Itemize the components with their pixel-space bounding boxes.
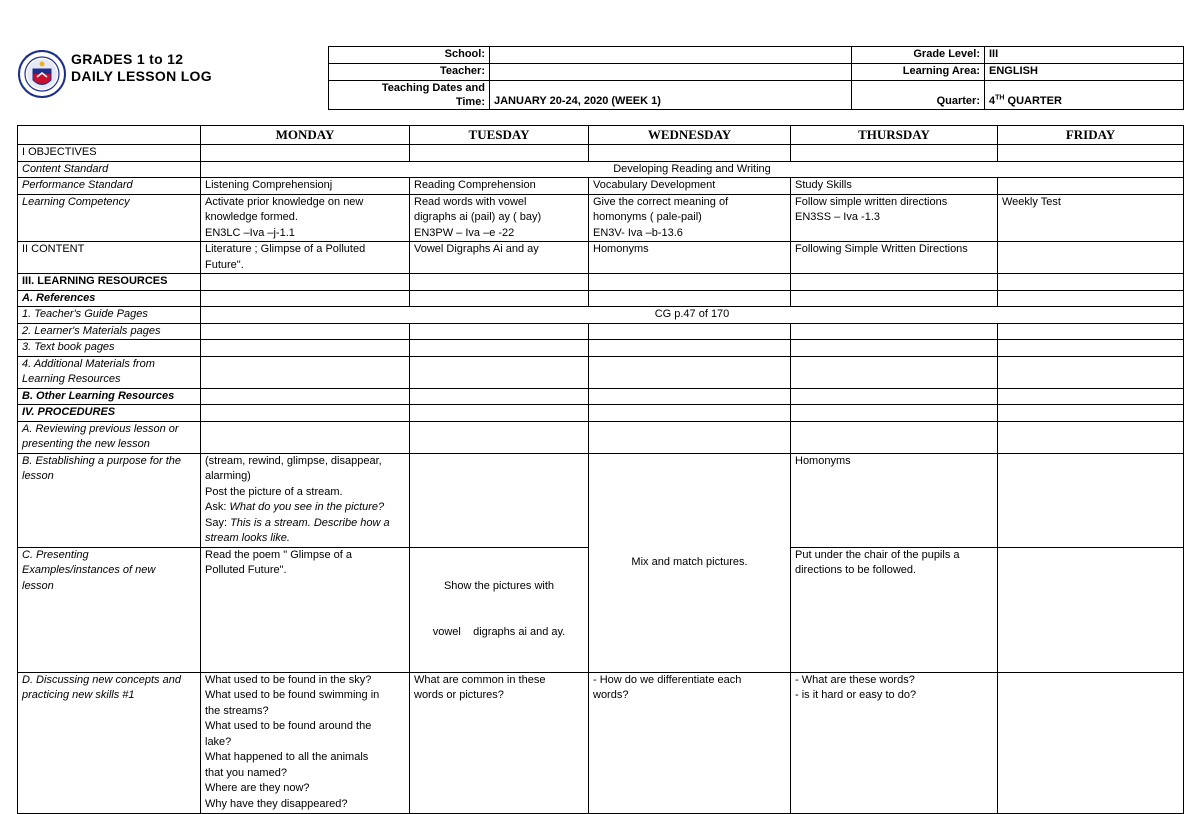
cell[interactable]	[791, 405, 998, 422]
competency-line: Follow simple written directions	[795, 195, 948, 208]
day-header-thursday: THURSDAY	[791, 126, 998, 145]
discussing-line: What used to be found around the	[205, 720, 372, 732]
presenting-thursday[interactable]	[791, 547, 998, 672]
purpose-line: Post the picture of a stream.	[205, 485, 343, 498]
ask-text: What do you see in the picture?	[229, 501, 385, 513]
discussing-line: - is it hard or easy to do?	[795, 689, 917, 701]
cell[interactable]	[589, 145, 791, 162]
row-label-content: II CONTENT	[18, 242, 201, 274]
discussing-line: Where are they now?	[205, 782, 310, 794]
performance-wednesday[interactable]: Vocabulary Development	[589, 178, 791, 195]
discussing-wednesday[interactable]	[589, 672, 791, 813]
competency-friday[interactable]	[998, 194, 1184, 242]
cell[interactable]	[791, 323, 998, 340]
cell[interactable]	[791, 356, 998, 388]
presenting-friday[interactable]	[998, 547, 1184, 672]
competency-code: EN3SS – Iva -1.3	[795, 211, 880, 223]
cell[interactable]	[410, 145, 589, 162]
competency-thursday[interactable]	[791, 194, 998, 242]
cell[interactable]	[201, 421, 410, 453]
discussing-line: words or pictures?	[414, 689, 504, 701]
cell[interactable]	[589, 356, 791, 388]
cell[interactable]	[201, 145, 410, 162]
content-wednesday[interactable]: Homonyms	[589, 242, 791, 274]
discussing-line: - How do we differentiate each	[593, 673, 742, 686]
row-label-additional-materials	[18, 356, 201, 388]
purpose-line: alarming)	[205, 470, 251, 482]
teacher-field[interactable]	[490, 64, 852, 81]
corner-cell	[18, 126, 201, 145]
discussing-line: Why have they disappeared?	[205, 797, 348, 810]
label-line: presenting the new lesson	[22, 438, 150, 450]
cell[interactable]	[998, 405, 1184, 422]
cell[interactable]	[589, 421, 791, 453]
label-line: Learning Resources	[22, 373, 121, 385]
performance-tuesday[interactable]: Reading Comprehension	[410, 178, 589, 195]
cell[interactable]	[201, 388, 410, 405]
cell[interactable]	[589, 290, 791, 307]
row-label-learning-resources: III. LEARNING RESOURCES	[18, 274, 201, 291]
presenting-line: directions to be followed.	[795, 564, 917, 576]
cell[interactable]	[410, 274, 589, 291]
competency-line: digraphs ai (pail) ay ( bay)	[414, 211, 542, 223]
day-header-tuesday: TUESDAY	[410, 126, 589, 145]
content-standard-value[interactable]: Developing Reading and Writing	[201, 161, 1184, 178]
cell[interactable]	[998, 145, 1184, 162]
label-line: C. Presenting	[22, 548, 89, 561]
content-line: Literature ; Glimpse of a Polluted	[205, 243, 366, 255]
ask-line	[205, 500, 405, 516]
row-label-references: A. References	[18, 290, 201, 307]
say-line-2: stream looks like.	[205, 532, 290, 544]
purpose-monday[interactable]	[201, 453, 410, 547]
discussing-line: - What are these words?	[795, 673, 915, 686]
cell[interactable]	[201, 405, 410, 422]
row-label-teachers-guide: 1. Teacher's Guide Pages	[18, 307, 201, 324]
discussing-line: words?	[593, 689, 629, 701]
presenting-tuesday[interactable]	[410, 547, 589, 672]
quarter-number: 4	[989, 94, 996, 107]
presenting-monday[interactable]	[201, 547, 410, 672]
purpose-tuesday[interactable]	[410, 453, 589, 547]
cell[interactable]	[589, 388, 791, 405]
title-line-2: DAILY LESSON LOG	[71, 68, 212, 84]
competency-tuesday[interactable]	[410, 194, 589, 242]
label-line: D. Discussing new concepts and	[22, 673, 181, 686]
discussing-line: What are common in these	[414, 673, 546, 686]
purpose-thursday[interactable]: Homonyms	[791, 453, 998, 547]
cell[interactable]	[410, 421, 589, 453]
row-label-reviewing	[18, 421, 201, 453]
row-label-establishing-purpose	[18, 453, 201, 547]
cell[interactable]	[201, 290, 410, 307]
cell[interactable]	[410, 388, 589, 405]
quarter-suffix: TH	[995, 93, 1005, 101]
competency-code: EN3PW – Iva –e -22	[414, 226, 515, 239]
competency-line: Weekly Test	[1002, 195, 1061, 208]
label-line: B. Establishing a purpose for the	[22, 454, 181, 467]
teaching-dates-label	[329, 81, 490, 110]
cell[interactable]	[201, 356, 410, 388]
school-field[interactable]	[490, 47, 852, 64]
teaching-dates-field[interactable]: JANUARY 20-24, 2020 (WEEK 1)	[490, 81, 852, 110]
day-header-friday: FRIDAY	[998, 126, 1184, 145]
header-info-table	[328, 46, 1184, 110]
document-title	[71, 51, 212, 85]
discussing-line: that you named?	[205, 766, 287, 779]
cell[interactable]	[410, 340, 589, 357]
grade-level-field[interactable]: III	[985, 47, 1184, 64]
competency-line: Activate prior knowledge on new	[205, 195, 364, 208]
cell[interactable]	[998, 388, 1184, 405]
row-label-learners-materials: 2. Learner's Materials pages	[18, 323, 201, 340]
presenting-line: Read the poem " Glimpse of a	[205, 548, 352, 561]
cell[interactable]	[201, 340, 410, 357]
content-line: Future".	[205, 258, 244, 271]
discussing-tuesday[interactable]	[410, 672, 589, 813]
competency-line: homonyms ( pale-pail)	[593, 211, 702, 223]
row-label-objectives: I OBJECTIVES	[18, 145, 201, 162]
teaching-dates-label-line2: Time:	[455, 96, 485, 108]
row-label-content-standard: Content Standard	[18, 161, 201, 178]
cell[interactable]	[998, 421, 1184, 453]
cell[interactable]	[791, 388, 998, 405]
cell[interactable]	[998, 323, 1184, 340]
label-line: Examples/instances of new	[22, 564, 156, 576]
cell[interactable]	[589, 274, 791, 291]
cell[interactable]	[998, 290, 1184, 307]
discussing-line: the streams?	[205, 704, 269, 717]
discussing-friday[interactable]	[998, 672, 1184, 813]
cell[interactable]	[410, 405, 589, 422]
cell[interactable]	[791, 274, 998, 291]
say-label: Say:	[205, 516, 231, 529]
purpose-line: (stream, rewind, glimpse, disappear,	[205, 454, 382, 467]
purpose-friday[interactable]	[998, 453, 1184, 547]
wednesday-mix-match[interactable]: Mix and match pictures.	[589, 453, 791, 672]
performance-thursday[interactable]: Study Skills	[791, 178, 998, 195]
cell[interactable]	[589, 340, 791, 357]
learning-area-field[interactable]: ENGLISH	[985, 64, 1184, 81]
label-line: practicing new skills #1	[22, 689, 135, 701]
cell[interactable]	[791, 290, 998, 307]
competency-code: EN3V- Iva –b-13.6	[593, 226, 683, 239]
content-friday[interactable]	[998, 242, 1184, 274]
presenting-line: vowel digraphs ai and ay.	[432, 626, 566, 638]
discussing-line: What happened to all the animals	[205, 751, 369, 763]
ask-label: Ask:	[205, 501, 230, 513]
teaching-dates-label-line1: Teaching Dates and	[381, 82, 485, 94]
cell[interactable]	[998, 274, 1184, 291]
cell[interactable]	[201, 274, 410, 291]
discussing-line: What used to be found in the sky?	[205, 673, 372, 686]
cell[interactable]	[201, 323, 410, 340]
cell[interactable]	[791, 340, 998, 357]
teachers-guide-value[interactable]: CG p.47 of 170	[201, 307, 1184, 324]
quarter-field[interactable]	[985, 81, 1184, 110]
row-label-procedures: IV. PROCEDURES	[18, 405, 201, 422]
row-label-performance-standard: Performance Standard	[18, 178, 201, 195]
content-thursday[interactable]: Following Simple Written Directions	[791, 242, 998, 274]
quarter-label: Quarter:	[852, 81, 985, 110]
label-line: lesson	[22, 470, 54, 482]
cell[interactable]	[791, 421, 998, 453]
content-monday[interactable]	[201, 242, 410, 274]
competency-wednesday[interactable]	[589, 194, 791, 242]
competency-monday[interactable]	[201, 194, 410, 242]
label-line: 4. Additional Materials from	[22, 357, 155, 370]
row-label-textbook-pages: 3. Text book pages	[18, 340, 201, 357]
cell[interactable]	[998, 340, 1184, 357]
school-label: School:	[329, 47, 490, 64]
cell[interactable]	[998, 356, 1184, 388]
cell[interactable]	[791, 145, 998, 162]
cell[interactable]	[410, 356, 589, 388]
discussing-line: What used to be found swimming in	[205, 689, 380, 701]
title-line-1: GRADES 1 to 12	[71, 51, 184, 67]
day-header-wednesday: WEDNESDAY	[589, 126, 791, 145]
performance-friday[interactable]	[998, 178, 1184, 195]
competency-line: Read words with vowel	[414, 195, 527, 208]
label-line: lesson	[22, 579, 54, 592]
cell[interactable]	[410, 290, 589, 307]
row-label-discussing	[18, 672, 201, 813]
competency-line: Give the correct meaning of	[593, 195, 729, 208]
discussing-monday[interactable]	[201, 672, 410, 813]
learning-area-label: Learning Area:	[852, 64, 985, 81]
teacher-label: Teacher:	[329, 64, 490, 81]
cell[interactable]	[589, 323, 791, 340]
row-label-presenting	[18, 547, 201, 672]
performance-monday[interactable]: Listening Comprehensionj	[201, 178, 410, 195]
content-tuesday[interactable]: Vowel Digraphs Ai and ay	[410, 242, 589, 274]
day-header-monday: MONDAY	[201, 126, 410, 145]
label-line: A. Reviewing previous lesson or	[22, 422, 179, 435]
row-label-other-resources: B. Other Learning Resources	[18, 388, 201, 405]
competency-code: EN3LC –Iva –j-1.1	[205, 226, 295, 239]
presenting-line: Polluted Future".	[205, 564, 287, 576]
discussing-thursday[interactable]	[791, 672, 998, 813]
say-text: This is a stream. Describe how a	[230, 516, 390, 529]
deped-seal-logo	[18, 47, 66, 105]
grade-level-label: Grade Level:	[852, 47, 985, 64]
presenting-line: Put under the chair of the pupils a	[795, 548, 960, 561]
row-label-learning-competency: Learning Competency	[18, 194, 201, 242]
presenting-line: Show the pictures with	[443, 579, 555, 592]
discussing-line: lake?	[205, 735, 232, 748]
lesson-log-table	[17, 125, 1184, 814]
cell[interactable]	[410, 323, 589, 340]
cell[interactable]	[589, 405, 791, 422]
competency-line: knowledge formed.	[205, 211, 298, 223]
quarter-word: QUARTER	[1004, 94, 1062, 107]
say-line	[205, 516, 405, 532]
